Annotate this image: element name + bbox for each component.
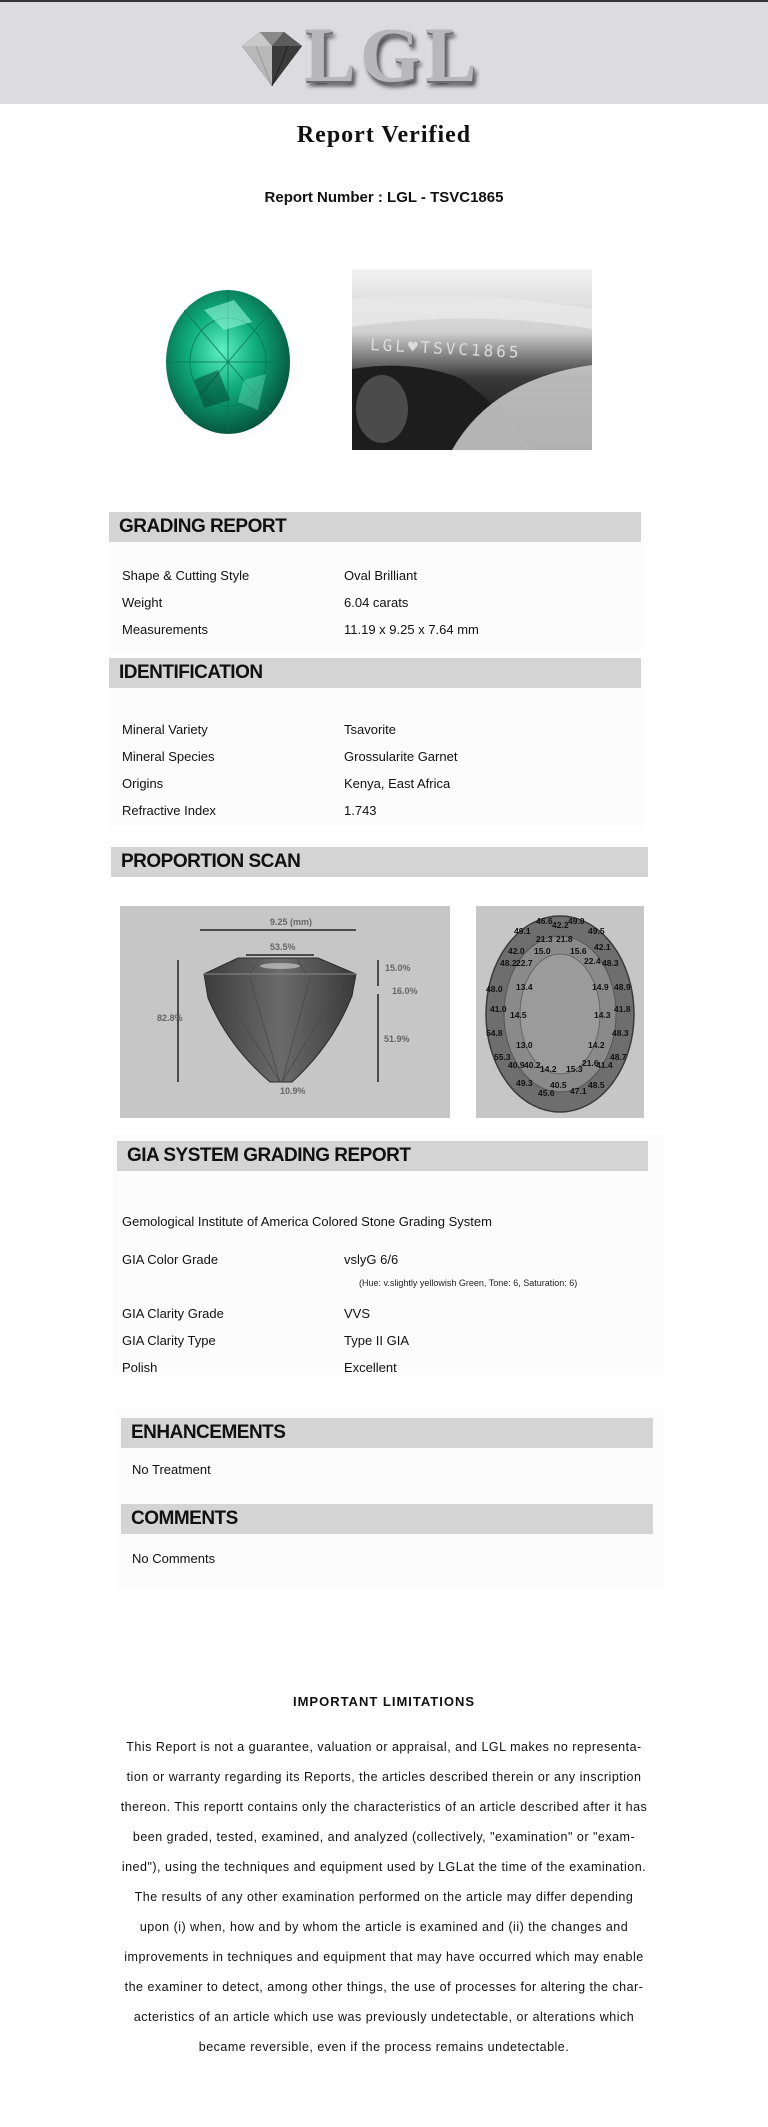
top-view-value: 41.0 bbox=[490, 1004, 507, 1014]
row-value: 11.19 x 9.25 x 7.64 mm bbox=[344, 622, 479, 637]
top-view-scan bbox=[476, 906, 644, 1118]
row-value: Grossularite Garnet bbox=[344, 749, 458, 764]
top-view-value: 14.5 bbox=[510, 1010, 527, 1020]
side-profile-scan bbox=[120, 906, 450, 1118]
comments-heading: COMMENTS bbox=[121, 1504, 653, 1534]
gia-heading: GIA SYSTEM GRADING REPORT bbox=[117, 1141, 648, 1171]
row-label: GIA Clarity Grade bbox=[122, 1306, 224, 1321]
top-view-value: 14.2 bbox=[540, 1064, 557, 1074]
top-view-value: 49.0 bbox=[568, 916, 585, 926]
top-view-value: 21.6 bbox=[582, 1058, 599, 1068]
color-note: (Hue: v.slightly yellowish Green, Tone: 6, Saturation: 6) bbox=[359, 1278, 578, 1288]
limitations-line: ined"), using the techniques and equipment used by LGLat the time of the examination. bbox=[121, 1860, 647, 1874]
top-view-value: 41.8 bbox=[614, 1004, 631, 1014]
row-label: Mineral Species bbox=[122, 749, 215, 764]
diamond-icon bbox=[232, 24, 312, 94]
girdle-label: 16.0% bbox=[392, 986, 418, 996]
top-view-value: 22.4 bbox=[584, 956, 601, 966]
table-label: 53.5% bbox=[270, 942, 296, 952]
row-value: Oval Brilliant bbox=[344, 568, 417, 583]
row-label: Measurements bbox=[122, 622, 208, 637]
top-view-value: 13.4 bbox=[516, 982, 533, 992]
row-label: Polish bbox=[122, 1360, 158, 1375]
top-view-value: 13.0 bbox=[516, 1040, 533, 1050]
comments-text: No Comments bbox=[132, 1551, 216, 1566]
top-view-value: 14.2 bbox=[588, 1040, 605, 1050]
top-view-value: 21.8 bbox=[556, 934, 573, 944]
top-view-value: 14.9 bbox=[592, 982, 609, 992]
gia-panel bbox=[113, 1134, 665, 1374]
top-view-value: 49.5 bbox=[588, 926, 605, 936]
row-value: 6.04 carats bbox=[344, 595, 409, 610]
row-value: Type II GIA bbox=[344, 1333, 410, 1348]
top-view-value: 15.6 bbox=[570, 946, 587, 956]
top-view-value: 42.0 bbox=[508, 946, 525, 956]
top-view-value: 21.3 bbox=[536, 934, 553, 944]
logo-wordmark: LGL bbox=[304, 11, 481, 98]
top-view-value: 48.7 bbox=[610, 1052, 627, 1062]
top-view-value: 22.7 bbox=[516, 958, 533, 968]
row-label: Shape & Cutting Style bbox=[122, 568, 250, 583]
top-view-value: 48.3 bbox=[602, 958, 619, 968]
row-label: Refractive Index bbox=[122, 803, 216, 818]
top-view-value: 41.4 bbox=[596, 1060, 613, 1070]
gia-system-text: Gemological Institute of America Colored Stone Grading System bbox=[122, 1214, 492, 1229]
top-view-value: 14.3 bbox=[594, 1010, 611, 1020]
report-number: Report Number : LGL - TSVC1865 bbox=[264, 189, 504, 206]
limitations-heading: IMPORTANT LIMITATIONS bbox=[292, 1694, 476, 1709]
top-view-value: 47.1 bbox=[570, 1086, 587, 1096]
row-value: 1.743 bbox=[344, 803, 377, 818]
top-view-value: 49.1 bbox=[514, 926, 531, 936]
width-label: 9.25 (mm) bbox=[270, 917, 313, 927]
top-view-value: 40.9 bbox=[508, 1060, 525, 1070]
top-view-value: 42.2 bbox=[552, 920, 569, 930]
pavilion-label: 51.9% bbox=[384, 1034, 410, 1044]
crown-label: 15.0% bbox=[385, 963, 411, 973]
header-banner bbox=[0, 2, 768, 104]
limitations-text bbox=[118, 1732, 650, 2062]
grading-report-panel bbox=[109, 512, 644, 652]
top-view-value: 49.3 bbox=[516, 1078, 533, 1088]
identification-panel bbox=[109, 658, 644, 826]
culet-label: 10.9% bbox=[280, 1086, 306, 1096]
limitations-line: been graded, tested, examined, and analyzed (collectively, "examination" or "exam- bbox=[132, 1830, 636, 1844]
top-view-value: 45.6 bbox=[538, 1088, 555, 1098]
row-label: Weight bbox=[122, 595, 163, 610]
row-value: Excellent bbox=[344, 1360, 397, 1375]
top-view-value: 54.8 bbox=[486, 1028, 503, 1038]
enhancements-heading: ENHANCEMENTS bbox=[121, 1418, 653, 1448]
limitations-line: improvements in techniques and equipment that may have occurred which may enable bbox=[124, 1950, 644, 1964]
top-view-value: 48.0 bbox=[486, 984, 503, 994]
limitations-line: The results of any other examination performed on the article may differ depending bbox=[134, 1890, 634, 1904]
inscription-photo bbox=[352, 269, 592, 450]
top-view-value: 48.5 bbox=[588, 1080, 605, 1090]
top-view-value: 48.9 bbox=[614, 982, 631, 992]
limitations-line: thereon. This reportt contains only the characteristics of an article described after it has bbox=[120, 1800, 648, 1814]
limitations-line: tion or warranty regarding its Reports, the articles described therein or any inscription bbox=[126, 1770, 642, 1784]
limitations-line: This Report is not a guarantee, valuation or appraisal, and LGL makes no representa- bbox=[126, 1740, 642, 1754]
limitations-line: acteristics of an article which use was previously undetectable, or alterations which bbox=[133, 2010, 635, 2024]
row-label: GIA Color Grade bbox=[122, 1252, 219, 1267]
inscription-text: LGL♥TSVC1865 bbox=[369, 335, 522, 362]
top-view-value: 48.3 bbox=[612, 1028, 629, 1038]
top-view-value: 40.2 bbox=[524, 1060, 541, 1070]
enhancements-text: No Treatment bbox=[132, 1462, 211, 1477]
enhancements-comments-panel bbox=[117, 1410, 665, 1588]
row-label: Origins bbox=[122, 776, 164, 791]
top-view-value: 46.6 bbox=[536, 916, 553, 926]
limitations-line: became reversible, even if the process remains undetectable. bbox=[198, 2040, 570, 2054]
row-label: GIA Clarity Type bbox=[122, 1333, 216, 1348]
top-view-value: 48.2 bbox=[500, 958, 517, 968]
grading-report-heading: GRADING REPORT bbox=[109, 512, 641, 542]
row-value: vslyG 6/6 bbox=[344, 1252, 399, 1267]
page-title: Report Verified bbox=[296, 122, 472, 148]
top-view-value: 15.3 bbox=[566, 1064, 583, 1074]
top-view-value: 15.0 bbox=[534, 946, 551, 956]
lgl-logo[interactable] bbox=[232, 11, 492, 98]
row-value: Tsavorite bbox=[344, 722, 397, 737]
row-label: Mineral Variety bbox=[122, 722, 208, 737]
top-view-value: 40.5 bbox=[550, 1080, 567, 1090]
row-value: Kenya, East Africa bbox=[344, 776, 451, 791]
top-view-value: 55.3 bbox=[494, 1052, 511, 1062]
row-value: VVS bbox=[344, 1306, 371, 1321]
limitations-line: upon (i) when, how and by whom the article is examined and (ii) the changes and bbox=[139, 1920, 629, 1934]
identification-heading: IDENTIFICATION bbox=[109, 658, 641, 688]
gemstone-photo bbox=[134, 270, 324, 454]
limitations-line: the examiner to detect, among other things, the use of processes for altering the char- bbox=[124, 1980, 644, 1994]
proportion-scan-heading: PROPORTION SCAN bbox=[111, 847, 648, 877]
top-view-value: 42.1 bbox=[594, 942, 611, 952]
depth-label: 82.8% bbox=[157, 1013, 183, 1023]
